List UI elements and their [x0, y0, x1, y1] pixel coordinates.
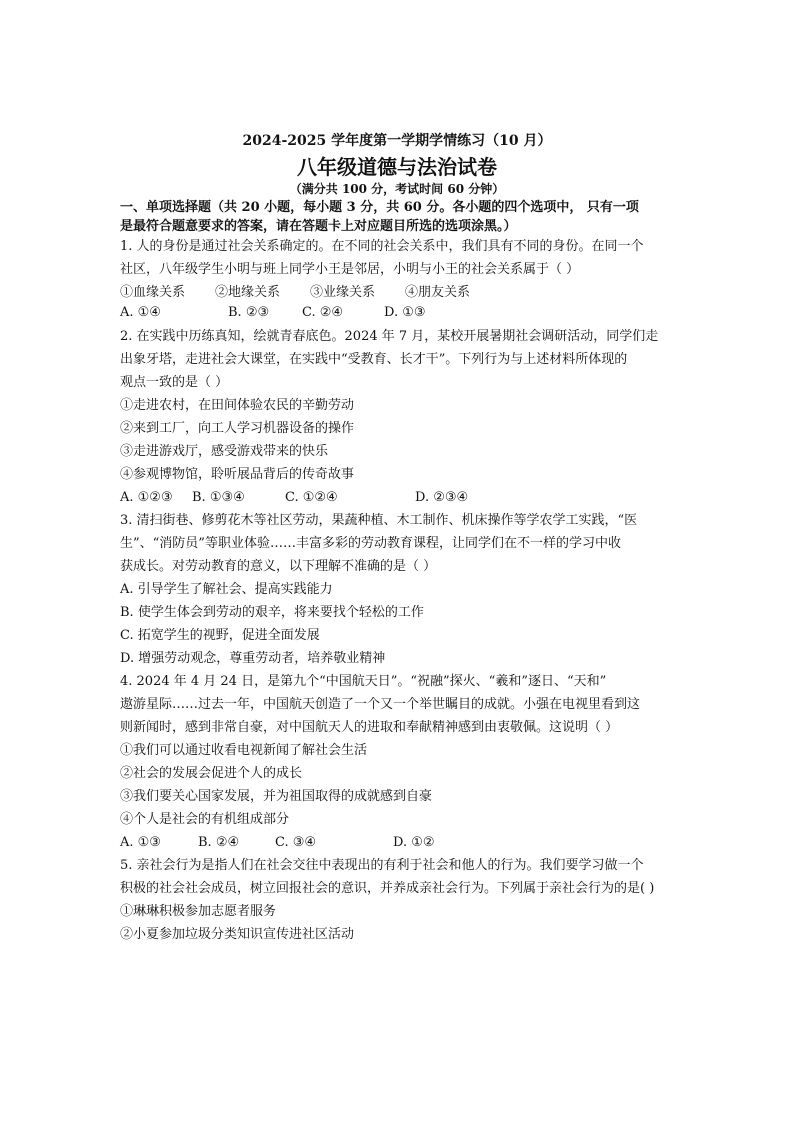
q1-items	[120, 284, 470, 302]
q1-option-b: B. ②③	[228, 305, 270, 320]
q1-item: ②地缘关系	[215, 285, 281, 300]
q3-stem-line1: 3. 清扫街巷、修剪花木等社区劳动，果蔬种植、木工制作、机床操作等学农学工实践，“医	[120, 513, 638, 528]
q2-option-b: B. ①③④	[192, 490, 245, 505]
q3-option-b: B. 使学生体会到劳动的艰辛，将来要找个轻松的工作	[120, 605, 424, 620]
q2-options	[120, 489, 468, 507]
q4-option-d: D. ①②	[393, 835, 435, 850]
q3-option-a: A. 引导学生了解社会、提高实践能力	[120, 582, 333, 597]
q4-stem-line2: 遨游星际……过去一年，中国航天创造了一个又一个举世瞩目的成就。小强在电视里看到这	[120, 697, 641, 712]
q1-item: ③业缘关系	[310, 285, 376, 300]
q2-item: ③走进游戏厅，感受游戏带来的快乐	[120, 444, 329, 459]
q1-stem-line2: 社区，八年级学生小明与班上同学小王是邻居，小明与小王的社会关系属于（ ）	[120, 262, 580, 277]
q2-option-a: A. ①②③	[120, 490, 173, 505]
exam-title: 八年级道德与法治试卷	[297, 155, 497, 179]
q4-stem-line1: 4. 2024 年 4 月 24 日，是第九个“中国航天日”。“祝融”探火、“羲和”逐日、“天和”	[120, 674, 607, 689]
q4-item: ④个人是社会的有机组成部分	[120, 812, 290, 827]
q1-option-c: C. ②④	[302, 305, 344, 320]
q2-item: ①走进农村，在田间体验农民的辛勤劳动	[120, 398, 355, 413]
q3-option-c: C. 拓宽学生的视野，促进全面发展	[120, 628, 320, 643]
q4-option-b: B. ②④	[198, 835, 240, 850]
exam-note: （满分共 100 分，考试时间 60 分钟）	[289, 182, 505, 196]
q2-option-c: C. ①②④	[285, 490, 338, 505]
q1-stem-line1: 1. 人的身份是通过社会关系确定的。在不同的社会关系中，我们具有不同的身份。在同一个	[120, 239, 644, 254]
q4-options	[120, 834, 435, 852]
q2-stem-line2: 出象牙塔，走进社会大课堂，在实践中“受教育、长才干”。下列行为与上述材料所体现的	[120, 352, 628, 367]
q1-options	[120, 304, 426, 322]
q4-stem-line3: 则新闻时，感到非常自豪，对中国航天人的进取和奉献精神感到由衷敬佩。这说明（ ）	[120, 720, 619, 735]
q5-item: ①琳琳积极参加志愿者服务	[120, 904, 277, 919]
section-heading-line2: 是最符合题意要求的答案，请在答题卡上对应题目所选的选项涂黑。）	[120, 219, 517, 234]
q1-option-d: D. ①③	[384, 305, 426, 320]
q2-option-d: D. ②③④	[415, 490, 469, 505]
q1-item: ④朋友关系	[405, 285, 471, 300]
q5-item: ②小夏参加垃圾分类知识宣传进社区活动	[120, 927, 355, 942]
q2-stem-line1: 2. 在实践中历练真知，绘就青春底色。2024 年 7 月，某校开展暑期社会调研活动，同学们走	[120, 329, 659, 344]
q5-stem-line1: 5. 亲社会行为是指人们在社会交往中表现出的有利于社会和他人的行为。我们要学习做一个	[120, 858, 644, 873]
q3-stem-line3: 获成长。对劳动教育的意义，以下理解不准确的是（ ）	[120, 559, 437, 574]
q4-item: ①我们可以通过收看电视新闻了解社会生活	[120, 743, 368, 758]
q3-option-d: D. 增强劳动观念，尊重劳动者，培养敬业精神	[120, 651, 386, 666]
q2-item: ④参观博物馆，聆听展品背后的传奇故事	[120, 467, 355, 482]
q4-option-a: A. ①③	[120, 835, 161, 850]
q4-option-c: C. ③④	[275, 835, 317, 850]
q3-stem-line2: 生”、“消防员”等职业体验……丰富多彩的劳动教育课程，让同学们在不一样的学习中收	[120, 536, 621, 551]
q4-item: ②社会的发展会促进个人的成长	[120, 766, 303, 781]
q2-item: ②来到工厂，向工人学习机器设备的操作	[120, 421, 355, 436]
section-heading-line1: 一、单项选择题（共 20 小题，每小题 3 分，共 60 分。各小题的四个选项中， 只有一项	[120, 200, 639, 215]
q1-option-a: A. ①④	[120, 305, 161, 320]
q5-stem-line2: 积极的社会社会成员，树立回报社会的意识，并养成亲社会行为。下列属于亲社会行为的是( )	[120, 881, 655, 896]
q4-item: ③我们要关心国家发展，并为祖国取得的成就感到自豪	[120, 789, 433, 804]
q2-stem-line3: 观点一致的是（ ）	[120, 375, 229, 390]
exam-term-line: 2024-2025 学年度第一学期学情练习（10 月）	[242, 133, 552, 149]
q1-item: ①血缘关系	[120, 285, 186, 300]
